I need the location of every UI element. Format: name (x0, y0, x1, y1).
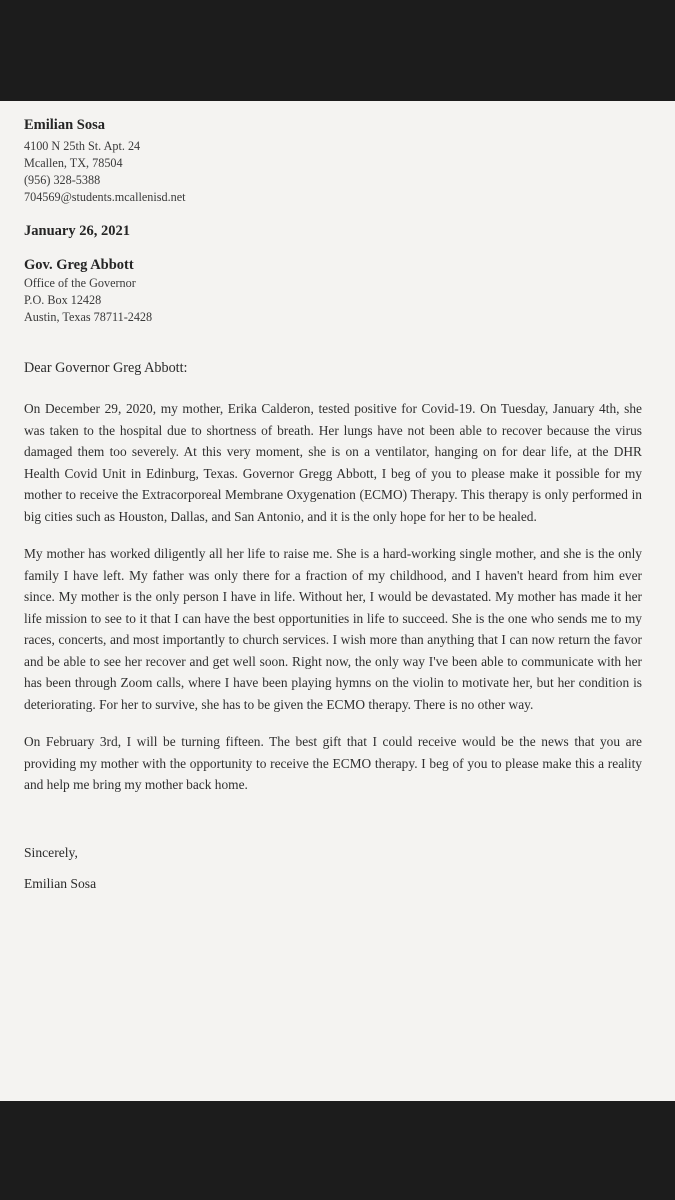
closing: Sincerely, (24, 844, 78, 860)
sender-address (24, 138, 642, 206)
sender-phone: (956) 328-5388 (24, 173, 101, 187)
bottom-dark-border (0, 1101, 675, 1200)
recipient-po-box: P.O. Box 12428 (24, 293, 102, 307)
salutation: Dear Governor Greg Abbott: (24, 360, 188, 376)
body-paragraph-3: On February 3rd, I will be turning fifteen. The best gift that I could receive would be the news that you are providing my mother with the opportunity to receive the ECMO therapy. I beg of you to please make this a reality and help me bring my mother back home. (24, 734, 642, 792)
recipient-office: Office of the Governor (24, 276, 136, 290)
recipient-address (24, 275, 642, 326)
recipient-name: Gov. Greg Abbott (24, 257, 134, 273)
top-dark-border (0, 0, 675, 101)
letter-date: January 26, 2021 (24, 223, 130, 239)
sender-city: Mcallen, TX, 78504 (24, 156, 123, 170)
recipient-city: Austin, Texas 78711-2428 (24, 310, 153, 324)
body-paragraph-2: My mother has worked diligently all her life to raise me. She is a hard-working single mother, and she is the only family I have left. My father was only there for a fraction of my childhood, and I haven't heard from him ever since. My mother is the only person I have in life. Without her, I would be devastated. My mother has made it her life mission to see to it that I can have the best opportunities in life to succeed. She is the one who sends me to my races, concerts, and most importantly to church services. I wish more than anything that I can now return the favor and be able to see her recover and get well soon. Right now, the only way I've been able to communicate with her has been through Zoom calls, where I have been playing hymns on the violin to motivate her, but her condition is deteriorating. For her to survive, she has to be given the ECMO therapy. There is no other way. (24, 546, 642, 712)
sender-street: 4100 N 25th St. Apt. 24 (24, 139, 141, 153)
signature-name: Emilian Sosa (24, 875, 97, 891)
letter-page (0, 101, 675, 1101)
sender-name: Emilian Sosa (24, 117, 105, 133)
body-paragraph-1: On December 29, 2020, my mother, Erika Calderon, tested positive for Covid-19. On Tuesday, January 4th, she was taken to the hospital due to shortness of breath. Her lungs have not been able to recover because the virus damaged them too severely. At this very moment, she is on a ventilator, hanging on for dear life, at the DHR Health Covid Unit in Edinburg, Texas. Governor Gregg Abbott, I beg of you to please make it possible for my mother to receive the Extracorporeal Membrane Oxygenation (ECMO) Therapy. This therapy is only performed in big cities such as Houston, Dallas, and San Antonio, and it is the only hope for her to be healed. (24, 401, 642, 524)
sender-email: 704569@students.mcallenisd.net (24, 190, 186, 204)
letter-body (24, 115, 642, 894)
